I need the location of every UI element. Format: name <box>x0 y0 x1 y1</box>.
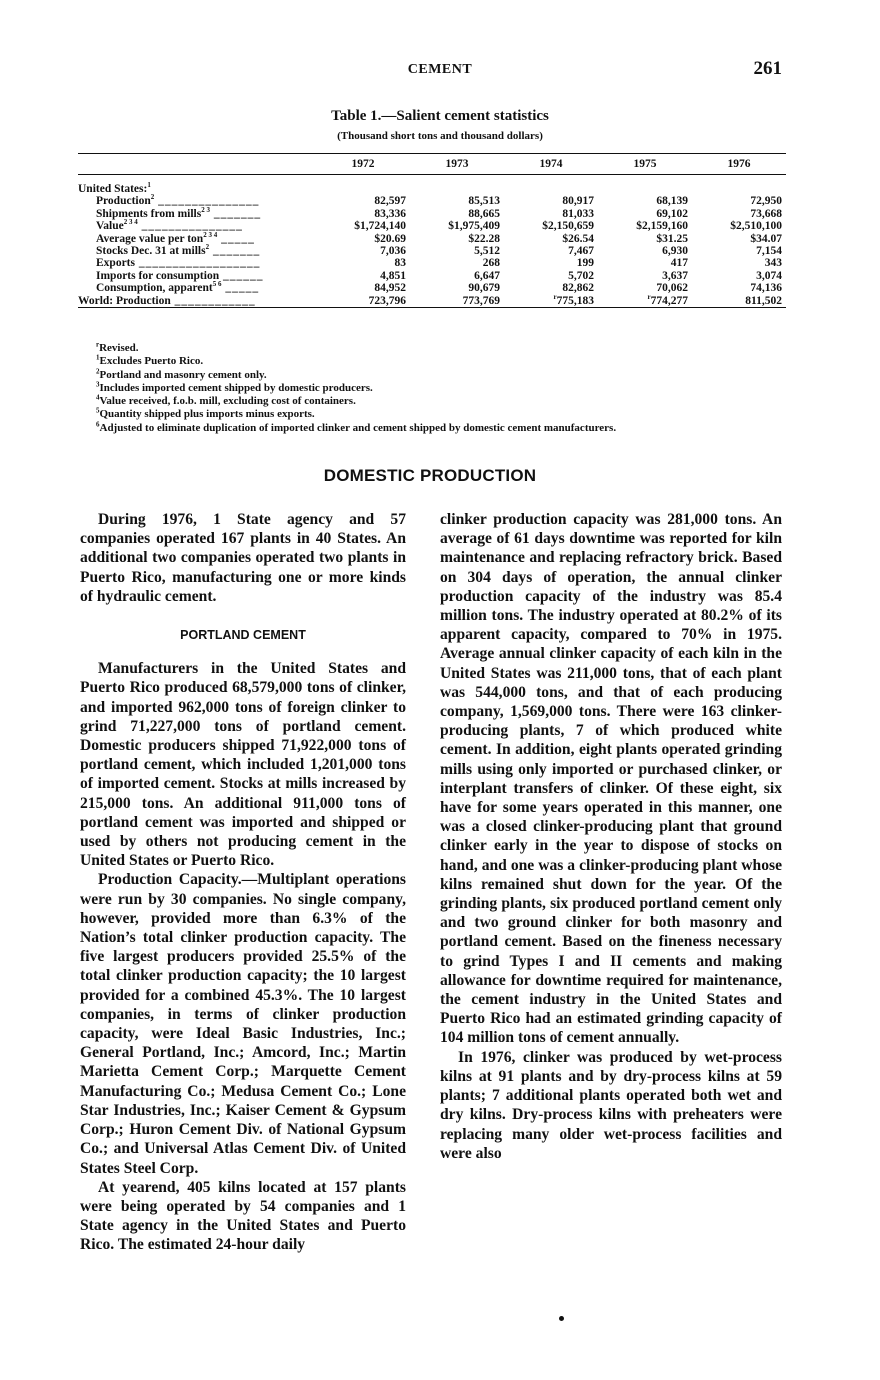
row-label: Production$^2$ _______________ <box>96 193 260 208</box>
row-label: Average value per ton$^{2 3 4}$ _____ <box>96 230 255 245</box>
table-cell: 90,679 <box>468 282 500 295</box>
running-header: CEMENT <box>407 62 473 77</box>
table-row <box>78 295 786 308</box>
table-cell: $2,159,160 <box>636 220 688 233</box>
table-cell: 7,154 <box>756 245 782 258</box>
footnote: $^6$Adjusted to eliminate duplication of imported clinker and cement shipped by domestic cement manufacturers. <box>96 420 617 434</box>
table-cell: $31.25 <box>656 232 688 245</box>
year-header: 1976 <box>692 154 786 175</box>
table-cell: 268 <box>482 257 500 270</box>
table-cell: 68,139 <box>656 195 688 208</box>
table-cell: 82,862 <box>562 282 594 295</box>
table-row <box>78 233 786 245</box>
table-cell: 82,597 <box>374 195 406 208</box>
table-cell: 343 <box>764 257 782 270</box>
table-cell: 73,668 <box>750 207 782 220</box>
year-header: 1972 <box>316 154 410 175</box>
right-column <box>440 510 782 1163</box>
table-row <box>78 208 786 220</box>
table-cell: 6,930 <box>662 245 688 258</box>
table-row <box>78 270 786 282</box>
footnote: $^r$Revised. <box>96 340 139 354</box>
salient-statistics-table <box>78 153 786 308</box>
year-header: 1975 <box>598 154 692 175</box>
table-cell: 83,336 <box>374 207 406 220</box>
table-row <box>78 245 786 257</box>
table-cell: 69,102 <box>656 207 688 220</box>
footnote: $^4$Value received, f.o.b. mill, excluding cost of containers. <box>96 393 356 408</box>
section-heading: DOMESTIC PRODUCTION <box>323 466 537 485</box>
row-label: Consumption, apparent$^{5 6}$ _____ <box>96 280 260 295</box>
row-label: Imports for consumption ______ <box>96 269 264 282</box>
footnote: $^3$Includes imported cement shipped by domestic producers. <box>96 380 373 394</box>
run-in-heading: Production Capacity.— <box>98 871 258 889</box>
table-cell: 5,512 <box>474 245 500 258</box>
table-title: Table 1.—Salient cement statistics <box>331 108 549 124</box>
table-row <box>78 195 786 207</box>
table-cell: $2,510,100 <box>730 220 782 233</box>
subheading-portland-cement: PORTLAND CEMENT <box>180 628 306 643</box>
table-cell: 80,917 <box>562 195 594 208</box>
table-footnotes <box>96 342 616 435</box>
table-cell: 417 <box>670 257 688 270</box>
table-cell: 70,062 <box>656 282 688 295</box>
table-cell: 3,074 <box>756 269 782 282</box>
table-cell: 7,467 <box>568 245 594 258</box>
paragraph: In 1976, clinker was produced by wet-process kilns at 91 plants and by dry-process kilns at 59 plants; 7 additional plants operated both wet and dry kilns. Dry-process kilns with preheaters were replacing many older wet-process facilities and were also <box>440 1048 782 1162</box>
paragraph: At yearend, 405 kilns located at 157 plants were being operated by 54 companies and 1 State agency in the United States and Puerto Rico. The estimated 24-hour daily <box>80 1178 406 1254</box>
table-cell: 83 <box>394 257 406 270</box>
table-cell: $34.07 <box>750 232 782 245</box>
intro-paragraph: During 1976, 1 State agency and 57 companies operated 167 plants in 40 States. An additional two companies operated two plants in Puerto Rico, manufacturing one or more kinds of hydraulic cement. <box>80 511 406 605</box>
table-cell: 81,033 <box>562 207 594 220</box>
year-header: 1974 <box>504 154 598 175</box>
left-column <box>80 510 406 1255</box>
table-cell: 3,637 <box>662 269 688 282</box>
footnote: $^1$Excludes Puerto Rico. <box>96 353 204 368</box>
table-cell: $^r$775,183 <box>504 295 598 308</box>
table-cell: 85,513 <box>468 195 500 208</box>
group-label: United States:$^1$ <box>78 181 151 195</box>
paragraph: clinker production capacity was 281,000 tons. An average of 61 days downtime was reported for kiln maintenance and replacing refractory brick. Based on 304 days of operation, the annual clinker production capacity of the industry was 85.4 million tons. The industry operated at 80.2% of its apparent capacity, compared to 70% in 1975. Average annual clinker capacity of each kiln in the United States was 211,000 tons, that of each plant was 544,000 tons, and that of each producing company, 1,569,000 tons. There were 163 clinker-producing plants, 7 of which produced white cement. In addition, eight plants operated grinding mills using only imported or purchased clinker, or interplant transfers of clinker. Of these eight, six have for some years operated in this manner, one was a closed clinker-producing plant that ground clinker early in the year to dispose of stocks on hand, and one was a clinker-producing plant whose kilns remained shut down for the year. Of the grinding plants, six produced portland cement only and two ground clinker for both masonry and portland cement. Based on the fineness necessary to grind Types I and II cements and making allowance for downtime required for maintenance, the cement industry in the United States and Puerto Rico had an estimated grinding capacity of 104 million tons of cement annually. <box>440 511 782 1047</box>
table-cell: 4,851 <box>380 269 406 282</box>
table-subtitle: (Thousand short tons and thousand dollars) <box>337 130 543 142</box>
table-cell: 84,952 <box>374 282 406 295</box>
table-cell: 6,647 <box>474 269 500 282</box>
table-cell: 199 <box>576 257 594 270</box>
table-cell: $1,975,409 <box>448 220 500 233</box>
row-label: Stocks Dec. 31 at mills$^2$ _______ <box>96 243 261 258</box>
table-cell: 7,036 <box>380 245 406 258</box>
footnote: $^2$Portland and masonry cement only. <box>96 366 267 381</box>
table-row <box>78 220 786 232</box>
table-row <box>78 257 786 269</box>
table-cell: $26.54 <box>562 232 594 245</box>
table-cell: $22.28 <box>468 232 500 245</box>
table-cell: 5,702 <box>568 269 594 282</box>
table-row <box>78 282 786 294</box>
table-cell: 88,665 <box>468 207 500 220</box>
table-header-row <box>78 154 786 175</box>
table-cell: $1,724,140 <box>354 220 406 233</box>
table-cell: $^r$774,277 <box>598 295 692 308</box>
table-cell: $20.69 <box>374 232 406 245</box>
table-cell: $2,150,659 <box>542 220 594 233</box>
row-label: World: Production ____________ <box>78 295 316 308</box>
row-label: Exports __________________ <box>96 257 261 270</box>
row-label: Value$^{2 3 4}$ _______________ <box>96 218 243 233</box>
page-mark <box>559 1316 564 1321</box>
row-label: Shipments from mills$^{2 3}$ _______ <box>96 205 262 220</box>
table-cell: 74,136 <box>750 282 782 295</box>
page-number: 261 <box>753 58 782 79</box>
table-cell: 773,769 <box>410 295 504 308</box>
table-cell: 723,796 <box>316 295 410 308</box>
paragraph: Manufacturers in the United States and Puerto Rico produced 68,579,000 tons of clinker, and imported 962,000 tons of foreign clinker to grind 71,227,000 tons of portland cement. Domestic producers shipped 71,922,000 tons of portland cement, which included 1,201,000 tons of imported cement. Stocks at mills increased by 215,000 tons. An additional 911,000 tons of portland cement was imported and shipped or used by others not producing cement in the United States or Puerto Rico. <box>80 660 406 870</box>
footnote: $^5$Quantity shipped plus imports minus exports. <box>96 406 315 421</box>
group-row <box>78 183 786 195</box>
table-cell: 811,502 <box>692 295 786 308</box>
paragraph: Production Capacity.—Multiplant operations were run by 30 companies. No single company, however, provided more than 6.3% of the Nation’s total clinker production capacity. The five largest producers provided 25.5% of the total clinker production capacity; the 10 largest provided for a combined 45.3%. The 10 largest companies, in terms of clinker production capacity, were Ideal Basic Industries, Inc.; General Portland, Inc.; Amcord, Inc.; Martin Marietta Cement Corp.; Marquette Cement Manufacturing Co.; Medusa Cement Co.; Lone Star Industries, Inc.; Kaiser Cement & Gypsum Corp.; Huron Cement Div. of National Gypsum Co.; and Universal Atlas Cement Div. of United States Steel Corp. <box>80 871 406 1177</box>
year-header: 1973 <box>410 154 504 175</box>
table-cell: 72,950 <box>750 195 782 208</box>
table-header-label <box>78 154 316 175</box>
